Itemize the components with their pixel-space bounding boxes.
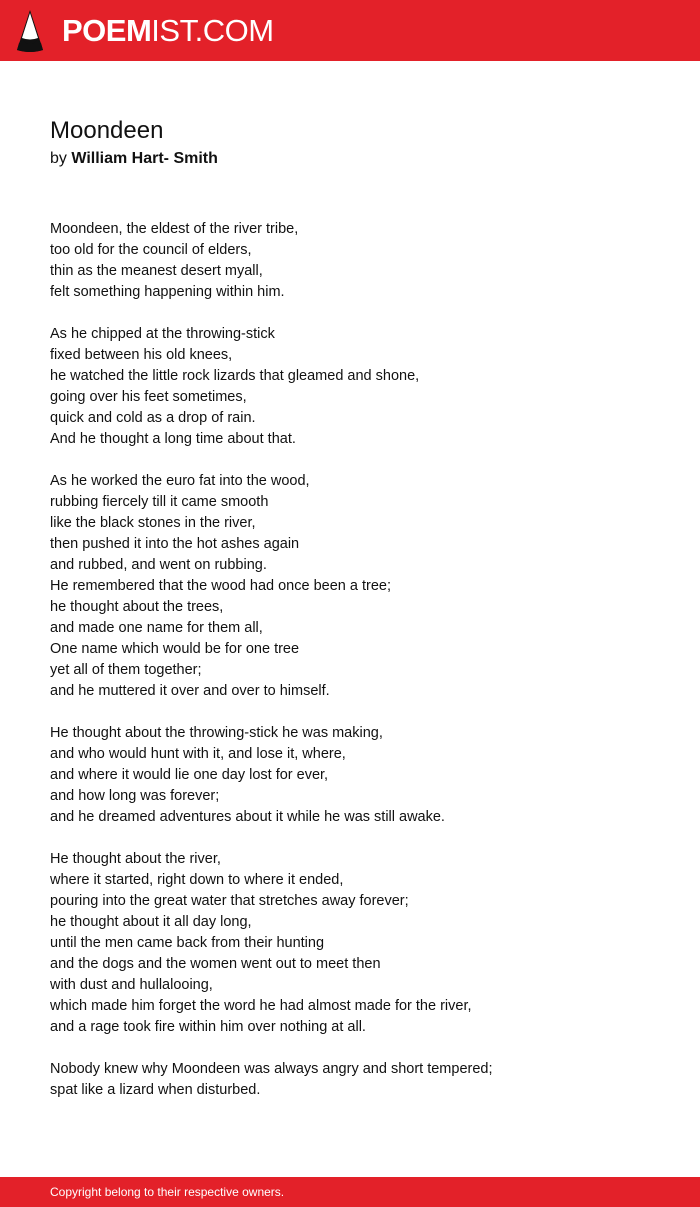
poem-line: which made him forget the word he had almost made for the river, <box>50 998 472 1014</box>
site-header <box>0 0 700 61</box>
poem-line: fixed between his old knees, <box>50 347 233 363</box>
stanza <box>50 324 670 450</box>
poem-line: yet all of them together; <box>50 662 202 678</box>
poem-line: He thought about the river, <box>50 851 221 867</box>
poem-line: until the men came back from their hunting <box>50 935 325 951</box>
poem-line: too old for the council of elders, <box>50 242 252 258</box>
poem-line: As he chipped at the throwing-stick <box>50 326 275 342</box>
poem-line: and how long was forever; <box>50 788 220 804</box>
poem-line: and who would hunt with it, and lose it, where, <box>50 746 346 762</box>
poem-line: like the black stones in the river, <box>50 515 256 531</box>
stanza <box>50 471 670 702</box>
poem-line: rubbing fiercely till it came smooth <box>50 494 269 510</box>
poem-line: spat like a lizard when disturbed. <box>50 1082 261 1098</box>
poem-body <box>50 219 670 1122</box>
poem-line: pouring into the great water that stretches away forever; <box>50 893 409 909</box>
poem-line: Moondeen, the eldest of the river tribe, <box>50 221 299 237</box>
poem-heading <box>50 114 670 170</box>
stanza <box>50 219 670 303</box>
copyright-text: Copyright belong to their respective owners. <box>50 1185 285 1199</box>
poem-line: and the dogs and the women went out to meet then <box>50 956 381 972</box>
poem-line: and made one name for them all, <box>50 620 263 636</box>
poem-line: He thought about the throwing-stick he was making, <box>50 725 383 741</box>
poem-line: He remembered that the wood had once been a tree; <box>50 578 391 594</box>
poem-line: thin as the meanest desert myall, <box>50 263 263 279</box>
stanza <box>50 723 670 828</box>
poem-line: and where it would lie one day lost for ever, <box>50 767 329 783</box>
poem-line: and he dreamed adventures about it while he was still awake. <box>50 809 445 825</box>
byline <box>50 148 670 170</box>
poem-line: One name which would be for one tree <box>50 641 300 657</box>
logo-bold-text: POEM <box>62 13 152 48</box>
poem-line: and he muttered it over and over to himself. <box>50 683 330 699</box>
logo-light-text: IST.COM <box>151 13 274 48</box>
poem-line: then pushed it into the hot ashes again <box>50 536 300 552</box>
stanza <box>50 849 670 1038</box>
author-name: William Hart- Smith <box>71 150 218 167</box>
poem-line: he thought about the trees, <box>50 599 224 615</box>
poem-line: he thought about it all day long, <box>50 914 252 930</box>
poem-line: going over his feet sometimes, <box>50 389 247 405</box>
poem-line: and a rage took fire within him over nothing at all. <box>50 1019 366 1035</box>
by-label: by <box>50 150 67 167</box>
poem-line: felt something happening within him. <box>50 284 285 300</box>
poem-line: and rubbed, and went on rubbing. <box>50 557 267 573</box>
poem-line: he watched the little rock lizards that gleamed and shone, <box>50 368 420 384</box>
stanza <box>50 1059 670 1101</box>
poem-line: with dust and hullalooing, <box>50 977 213 993</box>
pencil-tip-icon[interactable] <box>17 10 43 52</box>
poem-line: Nobody knew why Moondeen was always angry and short tempered; <box>50 1061 493 1077</box>
poem-line: quick and cold as a drop of rain. <box>50 410 256 426</box>
site-footer <box>0 1177 700 1207</box>
site-logo[interactable] <box>62 13 274 49</box>
poem-line: And he thought a long time about that. <box>50 431 296 447</box>
poem-line: where it started, right down to where it ended, <box>50 872 344 888</box>
poem-title: Moondeen <box>50 117 164 144</box>
poem-line: As he worked the euro fat into the wood, <box>50 473 310 489</box>
